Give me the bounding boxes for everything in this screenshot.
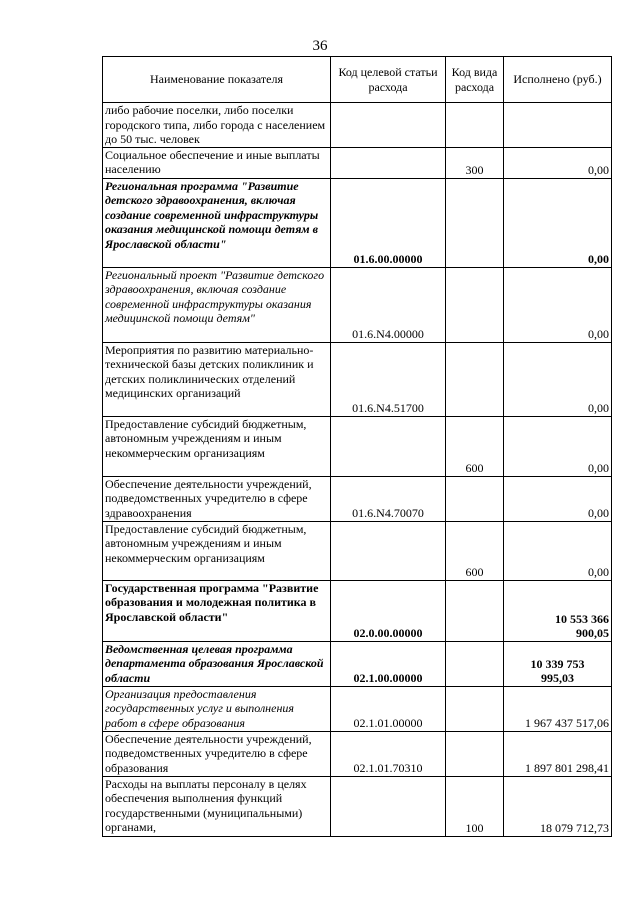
row-code bbox=[331, 521, 446, 580]
row-name: Региональная программа "Развитие детского здравоохранения, включая создание современной инфраструктуры оказания медицинской помощи детям в Ярославской области" bbox=[103, 178, 331, 267]
table-row bbox=[103, 342, 612, 416]
table-row bbox=[103, 641, 612, 686]
row-amount: 0,00 bbox=[504, 342, 612, 416]
row-kind bbox=[446, 641, 504, 686]
row-kind bbox=[446, 731, 504, 776]
table-row bbox=[103, 178, 612, 267]
header-code: Код целевой статьи расхода bbox=[331, 57, 446, 103]
header-name: Наименование показателя bbox=[103, 57, 331, 103]
row-kind: 100 bbox=[446, 776, 504, 836]
row-code: 01.6.N4.51700 bbox=[331, 342, 446, 416]
row-name: Предоставление субсидий бюджетным, автономным учреждениям и иным некоммерческим организациям bbox=[103, 521, 331, 580]
row-amount bbox=[504, 580, 612, 641]
amount-line-1: 10 553 366 bbox=[555, 611, 609, 626]
header-kind: Код вида расхода bbox=[446, 57, 504, 103]
row-amount: 0,00 bbox=[504, 178, 612, 267]
table-row bbox=[103, 521, 612, 580]
row-kind bbox=[446, 267, 504, 342]
row-amount bbox=[504, 641, 612, 686]
row-code: 01.6.N4.70070 bbox=[331, 476, 446, 521]
table-row bbox=[103, 476, 612, 521]
row-amount: 1 897 801 298,41 bbox=[504, 731, 612, 776]
row-code bbox=[331, 103, 446, 148]
row-code: 01.6.N4.00000 bbox=[331, 267, 446, 342]
table-header-row bbox=[103, 57, 612, 103]
expenditure-table bbox=[102, 56, 612, 837]
row-kind: 300 bbox=[446, 147, 504, 178]
row-kind: 600 bbox=[446, 416, 504, 476]
row-name: Организация предоставления государственных услуг и выполнения работ в сфере образования bbox=[103, 686, 331, 731]
row-amount: 1 967 437 517,06 bbox=[504, 686, 612, 731]
row-name: Обеспечение деятельности учреждений, подведомственных учредителю в сфере образования bbox=[103, 731, 331, 776]
amount-line-2: 900,05 bbox=[576, 626, 609, 640]
row-amount: 18 079 712,73 bbox=[504, 776, 612, 836]
row-name: Социальное обеспечение и иные выплаты населению bbox=[103, 147, 331, 178]
row-amount: 0,00 bbox=[504, 476, 612, 521]
row-amount bbox=[504, 103, 612, 148]
row-kind bbox=[446, 178, 504, 267]
row-kind bbox=[446, 686, 504, 731]
row-name: Ведомственная целевая программа департамента образования Ярославской области bbox=[103, 641, 331, 686]
amount-line-1: 10 339 753 bbox=[530, 656, 585, 671]
row-kind: 600 bbox=[446, 521, 504, 580]
page-number: 36 bbox=[312, 38, 328, 54]
table-row bbox=[103, 267, 612, 342]
row-kind bbox=[446, 342, 504, 416]
row-code: 02.1.01.70310 bbox=[331, 731, 446, 776]
amount-line-2: 995,03 bbox=[541, 671, 574, 685]
table-row bbox=[103, 580, 612, 641]
row-code bbox=[331, 147, 446, 178]
table-row bbox=[103, 416, 612, 476]
table-row bbox=[103, 686, 612, 731]
table-row bbox=[103, 103, 612, 148]
row-name: либо рабочие поселки, либо поселки городского типа, либо города с населением до 50 тыс. человек bbox=[103, 103, 331, 148]
row-code bbox=[331, 416, 446, 476]
row-code: 02.0.00.00000 bbox=[331, 580, 446, 641]
row-amount: 0,00 bbox=[504, 416, 612, 476]
row-kind bbox=[446, 103, 504, 148]
row-code: 01.6.00.00000 bbox=[331, 178, 446, 267]
table-row bbox=[103, 731, 612, 776]
row-kind bbox=[446, 580, 504, 641]
row-code: 02.1.01.00000 bbox=[331, 686, 446, 731]
row-name: Мероприятия по развитию материально-технической базы детских поликлиник и детских поликлинических отделений медицинских организаций bbox=[103, 342, 331, 416]
header-amount: Исполнено (руб.) bbox=[504, 57, 612, 103]
row-amount: 0,00 bbox=[504, 147, 612, 178]
row-name: Расходы на выплаты персоналу в целях обеспечения выполнения функций государственными (муниципальными) органами, bbox=[103, 776, 331, 836]
row-code bbox=[331, 776, 446, 836]
row-name: Предоставление субсидий бюджетным, автономным учреждениям и иным некоммерческим организациям bbox=[103, 416, 331, 476]
row-kind bbox=[446, 476, 504, 521]
row-name: Обеспечение деятельности учреждений, подведомственных учредителю в сфере здравоохранения bbox=[103, 476, 331, 521]
row-code: 02.1.00.00000 bbox=[331, 641, 446, 686]
row-name: Региональный проект "Развитие детского здравоохранения, включая создание современной инфраструктуры оказания медицинской помощи детям" bbox=[103, 267, 331, 342]
row-name: Государственная программа "Развитие образования и молодежная политика в Ярославской области" bbox=[103, 580, 331, 641]
row-amount: 0,00 bbox=[504, 521, 612, 580]
row-amount: 0,00 bbox=[504, 267, 612, 342]
table-row bbox=[103, 147, 612, 178]
table-row bbox=[103, 776, 612, 836]
